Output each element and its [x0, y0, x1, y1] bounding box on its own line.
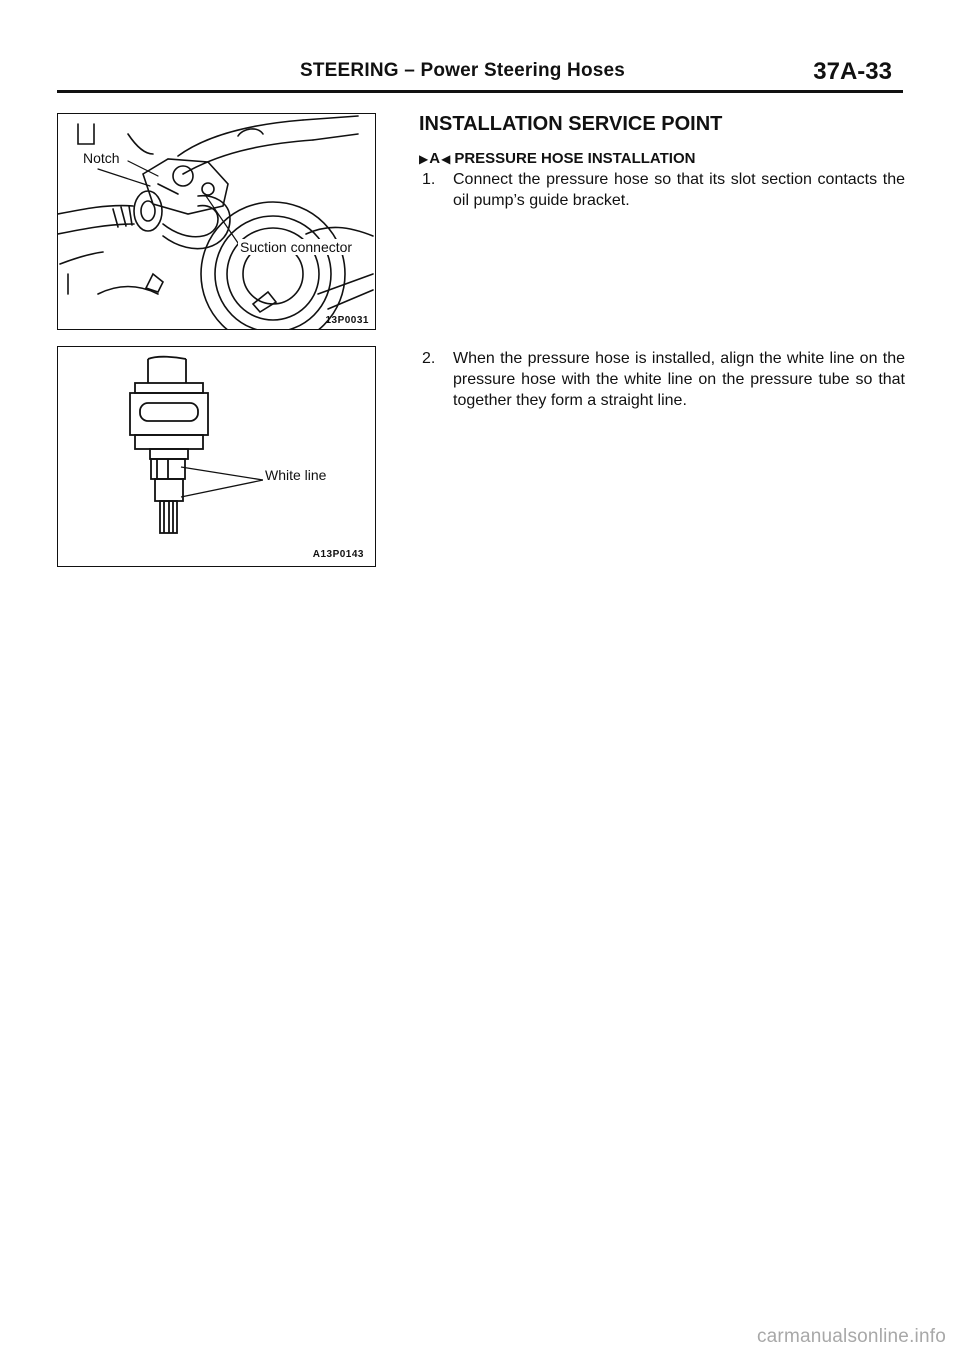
step-text: When the pressure hose is installed, align the white line on the pressure hose with the white line on the pressure tube so that together they form a straight line.: [453, 350, 905, 409]
figure-white-line: [57, 346, 376, 567]
page-number: 37A-33: [813, 58, 892, 85]
header-rule: [57, 90, 903, 93]
step-text: Connect the pressure hose so that its slot section contacts the oil pump’s guide bracket.: [453, 171, 905, 209]
section-heading: INSTALLATION SERVICE POINT: [419, 113, 723, 135]
right-triangle-icon: ▶: [419, 151, 429, 166]
step-number: 2.: [422, 350, 436, 367]
section-title: STEERING – Power Steering Hoses: [300, 60, 626, 81]
figure-pump-suction: [57, 113, 376, 330]
subheading-text: PRESSURE HOSE INSTALLATION: [454, 150, 696, 167]
service-point-letter: A: [429, 150, 441, 167]
figure2-code: A13P0143: [312, 549, 364, 560]
subheading: [419, 150, 695, 167]
hose-fitting-illustration: [58, 347, 375, 566]
pump-illustration: [58, 114, 375, 329]
figure1-code: 13P0031: [325, 315, 369, 326]
notch-label: Notch: [83, 150, 120, 166]
watermark: carmanualsonline.info: [756, 1326, 946, 1347]
left-triangle-icon: ◀: [441, 151, 451, 166]
white-line-label: White line: [265, 467, 327, 483]
step-number: 1.: [422, 171, 436, 188]
suction-connector-label: Suction connector: [240, 239, 353, 255]
page-header: [300, 60, 900, 90]
